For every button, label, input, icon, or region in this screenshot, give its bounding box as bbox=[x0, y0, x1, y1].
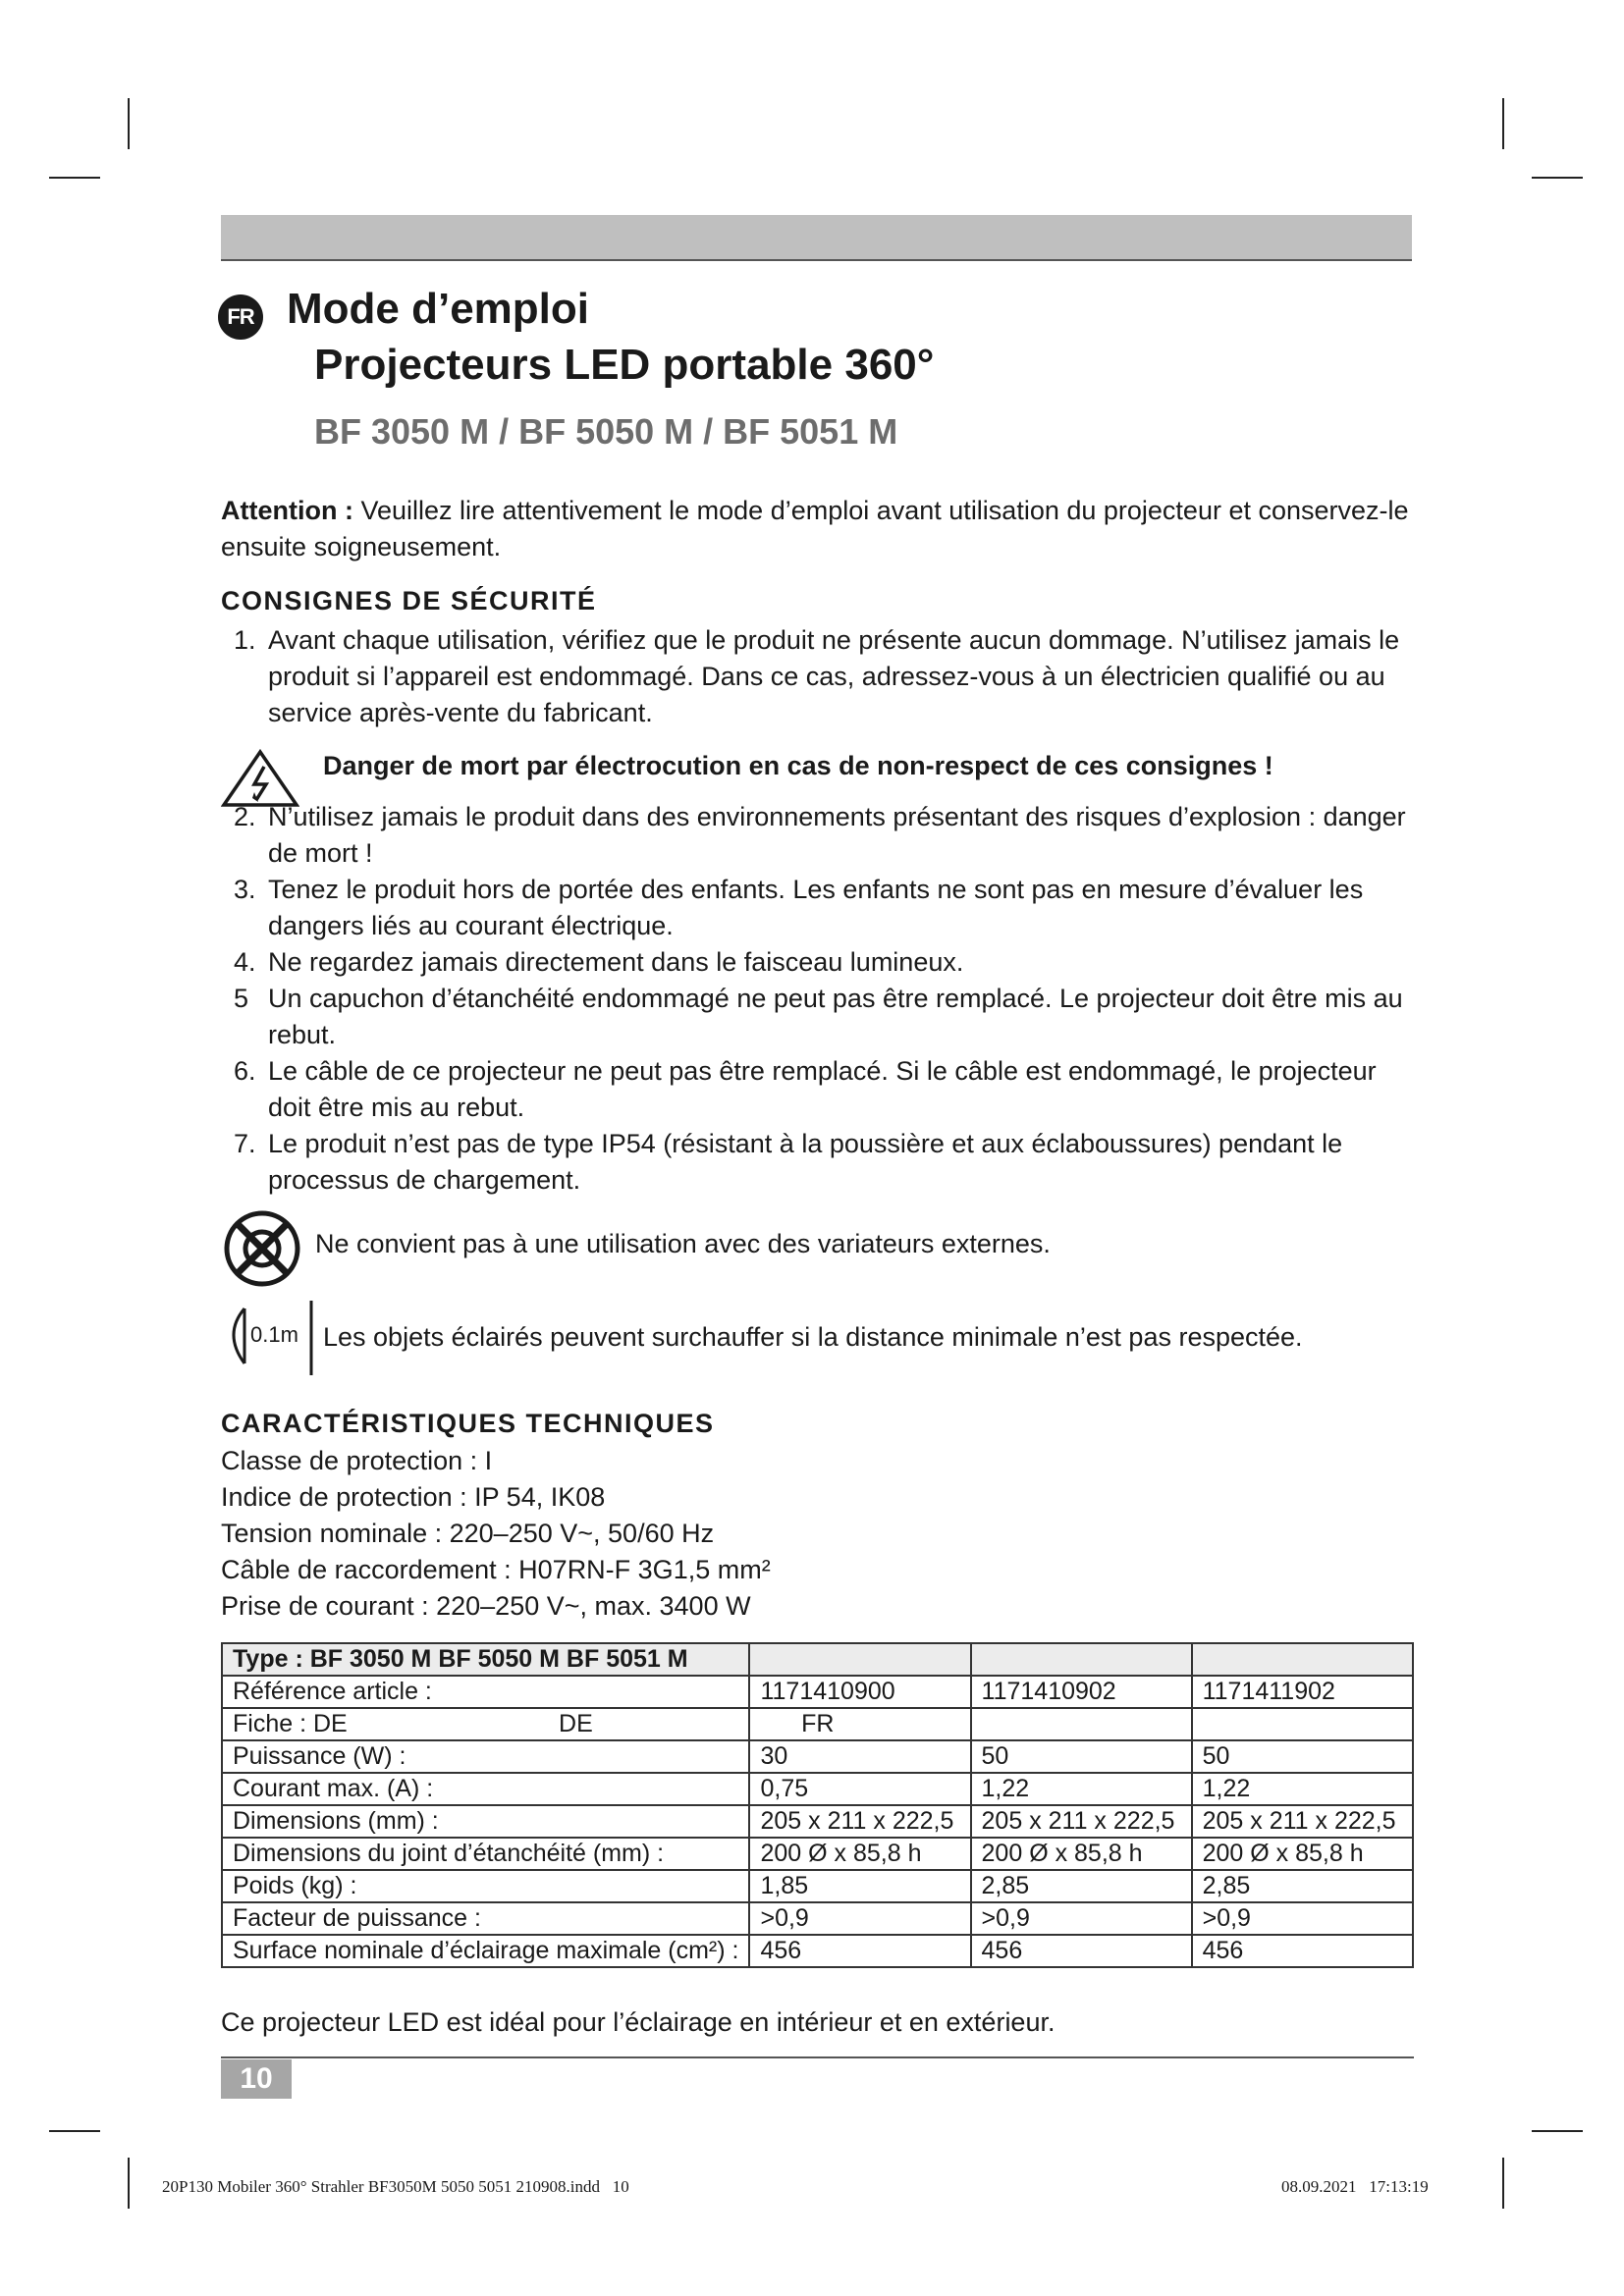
footer-rule bbox=[221, 2056, 1414, 2058]
dimmer-note-text: Ne convient pas à une utilisation avec des variateurs externes. bbox=[315, 1229, 1051, 1258]
attention-paragraph bbox=[221, 493, 1414, 565]
table-cell: Poids (kg) : bbox=[222, 1870, 749, 1902]
table-cell: 1171411902 bbox=[1192, 1676, 1413, 1708]
crop-mark bbox=[128, 98, 130, 149]
table-cell: 205 x 211 x 222,5 bbox=[1192, 1805, 1413, 1838]
table-cell: 200 Ø x 85,8 h bbox=[1192, 1838, 1413, 1870]
table-row bbox=[222, 1838, 1413, 1870]
crop-mark bbox=[1502, 98, 1504, 149]
crop-mark bbox=[128, 2158, 130, 2209]
table-cell: 205 x 211 x 222,5 bbox=[749, 1805, 970, 1838]
table-cell: 1,22 bbox=[1192, 1773, 1413, 1805]
safety-list-part1 bbox=[221, 622, 1414, 731]
table-cell: 50 bbox=[1192, 1740, 1413, 1773]
item-number: 5 bbox=[234, 984, 249, 1013]
spec-line: Prise de courant : 220–250 V~, max. 3400 W bbox=[221, 1591, 751, 1621]
model-numbers: BF 3050 M / BF 5050 M / BF 5051 M bbox=[314, 411, 898, 452]
spec-line: Câble de raccordement : H07RN-F 3G1,5 mm² bbox=[221, 1555, 771, 1584]
item-text: Le câble de ce projecteur ne peut pas être remplacé. Si le câble est endommagé, le projecteur doit être mis au rebut. bbox=[268, 1056, 1377, 1122]
crop-mark bbox=[1532, 177, 1583, 179]
closing-sentence: Ce projecteur LED est idéal pour l’éclairage en intérieur et en extérieur. bbox=[221, 2007, 1056, 2037]
item-text: N’utilisez jamais le produit dans des environnements présentant des risques d’explosion : danger de mort ! bbox=[268, 802, 1406, 868]
table-cell: >0,9 bbox=[749, 1902, 970, 1935]
table-cell: Facteur de puissance : bbox=[222, 1902, 749, 1935]
page-number: 10 bbox=[221, 2059, 292, 2099]
table-cell bbox=[971, 1708, 1192, 1740]
list-item bbox=[221, 872, 1414, 944]
table-cell: 200 Ø x 85,8 h bbox=[749, 1838, 970, 1870]
specs-table bbox=[221, 1642, 1414, 1968]
table-cell: 200 Ø x 85,8 h bbox=[971, 1838, 1192, 1870]
no-dimmer-icon bbox=[221, 1207, 303, 1290]
list-item bbox=[221, 981, 1414, 1053]
table-cell: 205 x 211 x 222,5 bbox=[971, 1805, 1192, 1838]
print-slug-file: 20P130 Mobiler 360° Strahler BF3050M 5050 5051 210908.indd 10 bbox=[162, 2177, 629, 2196]
table-header-row bbox=[222, 1643, 1413, 1676]
item-number: 7. bbox=[234, 1129, 256, 1158]
table-row bbox=[222, 1935, 1413, 1967]
table-cell: 1,85 bbox=[749, 1870, 970, 1902]
safety-list-part2 bbox=[221, 799, 1414, 1199]
spec-line: Classe de protection : I bbox=[221, 1446, 493, 1475]
technical-heading: CARACTÉRISTIQUES TECHNIQUES bbox=[221, 1409, 715, 1438]
table-row bbox=[222, 1676, 1413, 1708]
table-cell: FR bbox=[749, 1708, 970, 1740]
item-text: Un capuchon d’étanchéité endommagé ne peut pas être remplacé. Le projecteur doit être mis au rebut. bbox=[268, 984, 1403, 1049]
crop-mark bbox=[1532, 2130, 1583, 2132]
table-cell: 1171410902 bbox=[971, 1676, 1192, 1708]
attention-label: Attention : bbox=[221, 496, 353, 525]
table-cell bbox=[1192, 1708, 1413, 1740]
item-number: 4. bbox=[234, 947, 256, 977]
table-cell: 1171410900 bbox=[749, 1676, 970, 1708]
item-number: 1. bbox=[234, 625, 256, 655]
crop-mark bbox=[49, 177, 100, 179]
table-cell: Référence article : bbox=[222, 1676, 749, 1708]
distance-label: 0.1m bbox=[250, 1322, 298, 1347]
table-row bbox=[222, 1773, 1413, 1805]
table-cell: >0,9 bbox=[971, 1902, 1192, 1935]
spec-list bbox=[221, 1443, 771, 1625]
item-text: Ne regardez jamais directement dans le faisceau lumineux. bbox=[268, 947, 964, 977]
item-number: 3. bbox=[234, 875, 256, 904]
page-title: Mode d’emploi bbox=[287, 285, 589, 333]
danger-text: Danger de mort par électrocution en cas de non-respect de ces consignes ! bbox=[323, 751, 1273, 780]
table-cell: 2,85 bbox=[971, 1870, 1192, 1902]
language-badge: FR bbox=[218, 294, 263, 340]
table-cell: 0,75 bbox=[749, 1773, 970, 1805]
table-cell: Type : BF 3050 M BF 5050 M BF 5051 M bbox=[222, 1643, 749, 1676]
table-row bbox=[222, 1870, 1413, 1902]
header-bar bbox=[221, 215, 1412, 261]
item-number: 6. bbox=[234, 1056, 256, 1086]
safety-heading: CONSIGNES DE SÉCURITÉ bbox=[221, 586, 597, 615]
table-row bbox=[222, 1805, 1413, 1838]
dimmer-note bbox=[221, 1207, 1414, 1286]
table-cell: Puissance (W) : bbox=[222, 1740, 749, 1773]
table-cell bbox=[749, 1643, 970, 1676]
table-row bbox=[222, 1708, 1413, 1740]
list-item bbox=[221, 944, 1414, 981]
crop-mark bbox=[1502, 2158, 1504, 2209]
table-cell: 30 bbox=[749, 1740, 970, 1773]
table-cell: Courant max. (A) : bbox=[222, 1773, 749, 1805]
table-cell: Dimensions (mm) : bbox=[222, 1805, 749, 1838]
table-cell: 1,22 bbox=[971, 1773, 1192, 1805]
table-cell: Fiche : DE DE bbox=[222, 1708, 749, 1740]
distance-note-text: Les objets éclairés peuvent surchauffer si la distance minimale n’est pas respectée. bbox=[323, 1322, 1303, 1352]
table-cell: Surface nominale d’éclairage maximale (cm²) : bbox=[222, 1935, 749, 1967]
item-text: Le produit n’est pas de type IP54 (résistant à la poussière et aux éclaboussures) pendant le processus de chargement. bbox=[268, 1129, 1343, 1195]
list-item bbox=[221, 1053, 1414, 1126]
list-item bbox=[221, 622, 1414, 731]
table-cell bbox=[1192, 1643, 1413, 1676]
crop-mark bbox=[49, 2130, 100, 2132]
print-slug-date: 08.09.2021 17:13:19 bbox=[1281, 2177, 1429, 2196]
table-row bbox=[222, 1740, 1413, 1773]
list-item bbox=[221, 799, 1414, 872]
table-cell: 456 bbox=[1192, 1935, 1413, 1967]
table-cell bbox=[971, 1643, 1192, 1676]
table-cell: 456 bbox=[971, 1935, 1192, 1967]
spec-line: Indice de protection : IP 54, IK08 bbox=[221, 1482, 606, 1512]
table-cell: 456 bbox=[749, 1935, 970, 1967]
table-cell: >0,9 bbox=[1192, 1902, 1413, 1935]
table-row bbox=[222, 1902, 1413, 1935]
list-item bbox=[221, 1126, 1414, 1199]
table-cell: 2,85 bbox=[1192, 1870, 1413, 1902]
distance-note bbox=[221, 1301, 1414, 1379]
item-number: 2. bbox=[234, 802, 256, 831]
item-text: Avant chaque utilisation, vérifiez que le produit ne présente aucun dommage. N’utilisez jamais le produit si l’appareil est endommagé. Dans ce cas, adressez-vous à un électricien qualifié ou au service après-vente du fabricant. bbox=[268, 625, 1400, 727]
table-cell: Dimensions du joint d’étanchéité (mm) : bbox=[222, 1838, 749, 1870]
attention-text: Veuillez lire attentivement le mode d’emploi avant utilisation du projecteur et conservez-le ensuite soigneusement. bbox=[221, 496, 1409, 561]
product-title: Projecteurs LED portable 360° bbox=[314, 341, 935, 389]
spec-line: Tension nominale : 220–250 V~, 50/60 Hz bbox=[221, 1519, 715, 1548]
item-text: Tenez le produit hors de portée des enfants. Les enfants ne sont pas en mesure d’évaluer les dangers liés au courant électrique. bbox=[268, 875, 1364, 940]
table-cell: 50 bbox=[971, 1740, 1192, 1773]
